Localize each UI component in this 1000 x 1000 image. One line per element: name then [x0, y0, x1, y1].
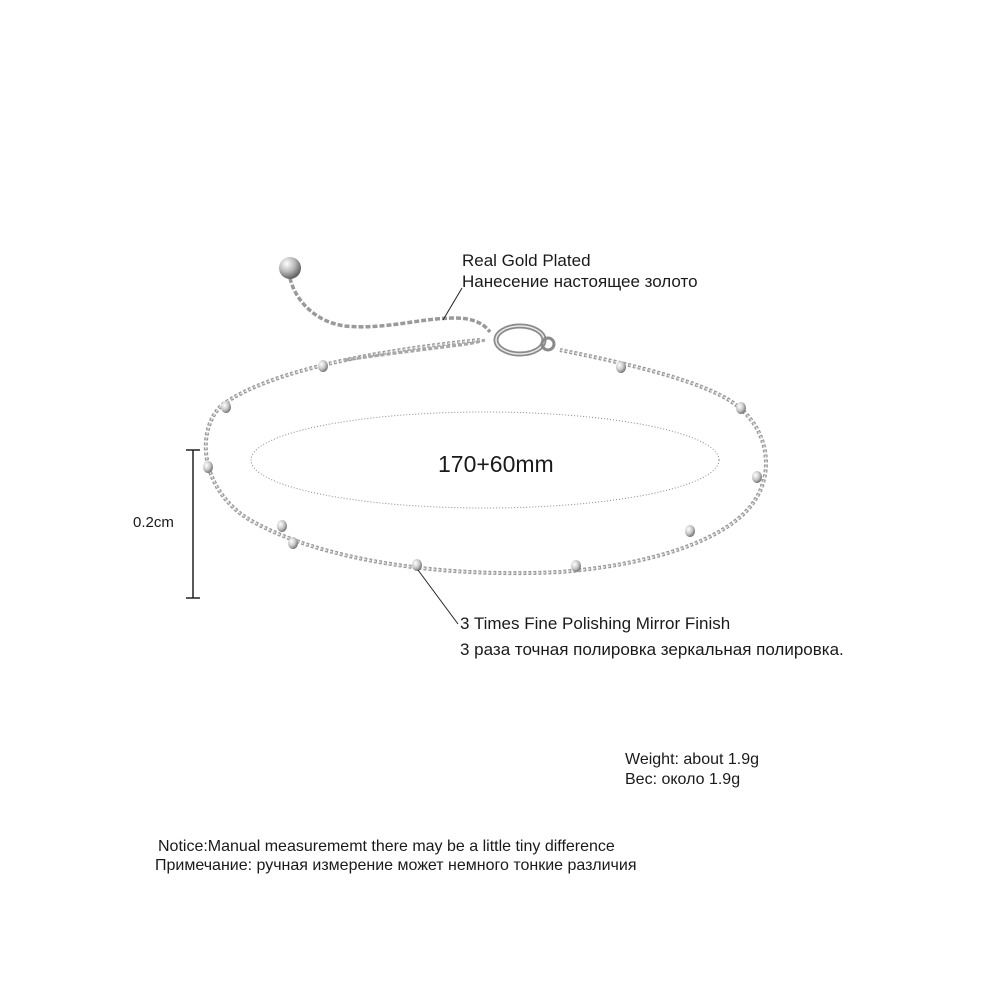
weight-label-en: Weight: about 1.9g [625, 751, 760, 768]
extension-chain [290, 278, 490, 332]
notice-label-en: Notice:Manual measurememt there may be a little tiny difference [158, 838, 615, 855]
polish-label-en: 3 Times Fine Polishing Mirror Finish [460, 614, 731, 633]
polish-label-ru: 3 раза точная полировка зеркальная полировка. [460, 640, 844, 659]
width-dimension-marker [186, 450, 200, 598]
width-label: 0.2cm [133, 514, 174, 531]
plating-leader-line [443, 288, 462, 320]
polish-leader-line [418, 570, 458, 624]
end-ball [279, 257, 301, 279]
weight-label-ru: Вес: около 1.9g [625, 771, 741, 788]
size-label: 170+60mm [438, 451, 554, 477]
notice-label-ru: Примечание: ручная измерение может немного тонкие различия [155, 857, 637, 874]
plating-label-ru: Нанесение настоящее золото [462, 272, 698, 291]
plating-label-en: Real Gold Plated [462, 251, 591, 270]
lobster-clasp [496, 326, 554, 354]
